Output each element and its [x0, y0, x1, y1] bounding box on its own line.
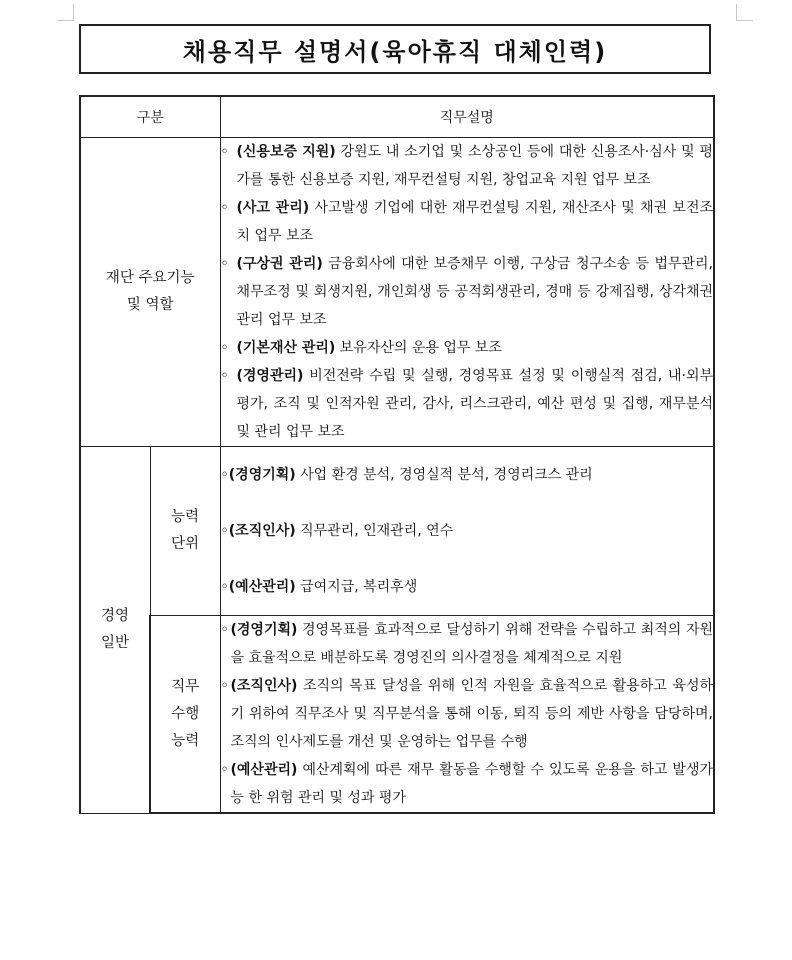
list-item [221, 362, 714, 446]
list-item [221, 138, 714, 194]
item-text: 금융회사에 대한 보증채무 이행, 구상금 청구소송 등 법무관리, 채무조정 및 회생지원, 개인회생 등 공적회생관리, 경매 등 강제집행, 상각채권 관리 업무 보조 [236, 256, 713, 328]
bullet-icon: ◦ [220, 200, 229, 216]
item-text: 사고발생 기업에 대한 재무컨설팅 지원, 재산조사 및 채권 보전조치 업무 보조 [236, 200, 713, 244]
foundation-description-cell [220, 138, 714, 447]
header-row [80, 96, 714, 138]
item-text: 경영목표를 효과적으로 달성하기 위해 전략을 수립하고 최적의 자원을 효율적으로 배분하도록 경영진의 의사결정을 체계적으로 지원 [230, 622, 713, 666]
management-label-line1: 경영 [100, 607, 129, 624]
job-description-table [79, 95, 715, 814]
item-text: 보유자산의 운용 업무 보조 [335, 340, 502, 356]
item-heading: (경영기획) [230, 622, 298, 638]
performance-label-line3: 능력 [171, 732, 200, 749]
units-row [80, 447, 714, 616]
management-label-line2: 일반 [100, 634, 129, 651]
performance-description-cell [220, 616, 714, 814]
bullet-icon: ◦ [220, 368, 229, 384]
units-label-line2: 단위 [170, 536, 199, 552]
item-text: 조직의 목표 달성을 위해 인적 자원을 효율적으로 활용하고 육성하기 위하여 직무조사 및 직무분석을 통해 이동, 퇴직 등의 제반 사항을 담당하며, 조직의 인사제도를 개선 및 운영하는 업무를 수행 [230, 678, 713, 750]
list-item [221, 616, 714, 672]
header-category-label: 구분 [136, 110, 164, 126]
list-item [221, 334, 714, 362]
bullet-icon: ◦ [220, 467, 229, 483]
units-label-cell [150, 447, 220, 616]
document-title-text: 채용직무 설명서(육아휴직 대체인력) [182, 37, 608, 66]
item-text: 예산계획에 따른 재무 활동을 수행할 수 있도록 운용을 하고 발생가능 한 위험 관리 및 성과 평가 [230, 762, 713, 806]
item-heading: (경영관리) [236, 368, 304, 384]
foundation-label-cell [80, 138, 220, 447]
units-label-line1: 능력 [170, 509, 199, 525]
header-category-cell [80, 96, 220, 138]
item-heading: (조직인사) [228, 523, 296, 539]
bullet-icon: ◦ [220, 579, 229, 595]
bullet-icon: ◦ [220, 256, 229, 272]
item-heading: (예산관리) [228, 579, 296, 595]
item-heading: (사고 관리) [236, 200, 310, 216]
units-description-cell [220, 447, 714, 616]
document-title [79, 24, 711, 74]
bullet-icon: ◦ [220, 523, 229, 539]
list-item [221, 573, 714, 601]
bullet-icon: ◦ [220, 762, 229, 778]
item-text: 급여지급, 복리후생 [295, 579, 418, 595]
item-heading: (기본재산 관리) [236, 340, 336, 356]
crop-mark-top-left [57, 4, 74, 21]
performance-label-cell [150, 616, 220, 814]
bullet-icon: ◦ [220, 144, 229, 160]
bullet-icon: ◦ [220, 340, 229, 356]
crop-mark-top-right [736, 4, 753, 21]
item-heading: (경영기획) [228, 467, 296, 483]
bullet-icon: ◦ [220, 678, 229, 694]
bullet-icon: ◦ [220, 622, 229, 638]
performance-label-line1: 직무 [171, 678, 200, 695]
item-text: 강원도 내 소기업 및 소상공인 등에 대한 신용조사·심사 및 평가를 통한 신용보증 지원, 재무컨설팅 지원, 창업교육 지원 업무 보조 [236, 144, 713, 188]
header-description-cell [220, 96, 714, 138]
performance-row [80, 616, 714, 814]
performance-label-line2: 수행 [171, 705, 200, 722]
foundation-label-line2: 및 역할 [126, 297, 174, 313]
header-description-label: 직무설명 [439, 110, 494, 126]
list-item [221, 672, 714, 756]
item-heading: (신용보증 지원) [236, 144, 336, 160]
foundation-row [80, 138, 714, 447]
list-item [221, 194, 714, 250]
item-text: 사업 환경 분석, 경영실적 분석, 경영리크스 관리 [295, 467, 593, 483]
item-heading: (조직인사) [230, 678, 298, 694]
item-heading: (예산관리) [230, 762, 298, 778]
list-item [221, 250, 714, 334]
item-heading: (구상권 관리) [236, 256, 323, 272]
foundation-label-line1: 재단 주요기능 [105, 270, 195, 286]
item-text: 비전전략 수립 및 실행, 경영목표 설정 및 이행실적 점검, 내·외부 평가, 조직 및 인적자원 관리, 감사, 리스크관리, 예산 편성 및 집행, 재무분석 및 관리 업무 보조 [236, 368, 713, 440]
item-text: 직무관리, 인재관리, 연수 [295, 523, 454, 539]
list-item [221, 517, 714, 545]
list-item [221, 756, 714, 812]
management-label-cell [80, 447, 150, 814]
list-item [221, 461, 714, 489]
